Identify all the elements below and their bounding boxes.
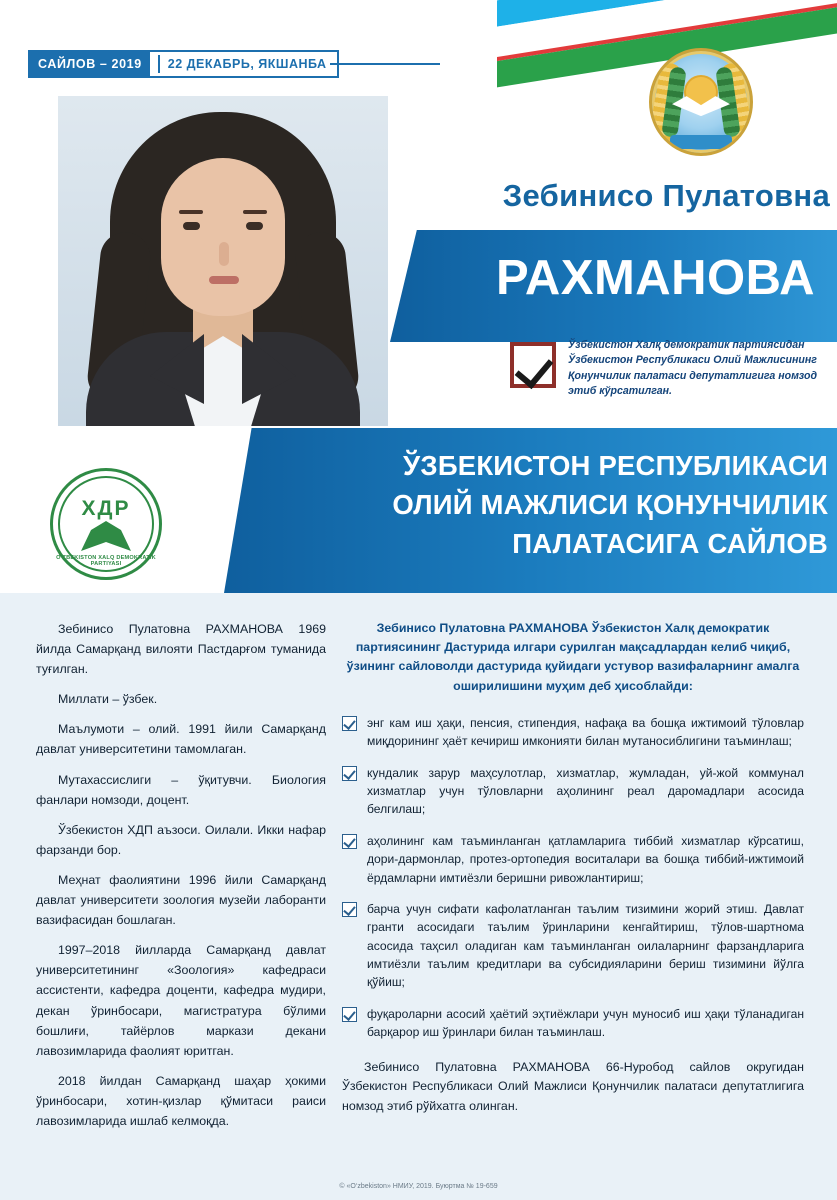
program-point	[342, 900, 804, 992]
biography-column	[36, 619, 326, 1141]
program-point	[342, 764, 804, 819]
election-badge-label: САЙЛОВ – 2019	[30, 50, 150, 78]
bio-paragraph: Меҳнат фаолиятини 1996 йили Самарқанд давлат университети зоология музейи лаборанти вазифасидан бошлаган.	[36, 872, 326, 928]
program-column	[342, 619, 804, 1129]
party-logo	[50, 468, 162, 580]
party-logo-caption: O‘ZBEKISTON XALQ DEMOKRATIK PARTIYASI	[56, 555, 156, 567]
footer-imprint: © «O‘zbekiston» НМИУ, 2019. Буюртма № 19-659	[339, 1183, 498, 1190]
bio-paragraph: Зебинисо Пулатовна РАХМАНОВА 1969 йилда Самарқанд вилояти Пастдарғом туманида туғилган.	[36, 622, 326, 677]
election-date-tag	[28, 50, 339, 78]
bio-paragraph: Миллати – ўзбек.	[58, 692, 158, 707]
headline-line-3: ПАЛАТАСИГА САЙЛОВ	[512, 528, 828, 560]
program-point-text: барча учун сифати кафолатланган таълим тизимини жорий этиш. Давлат гранти асосидаги таълим ўринларини кенгайтириш, тўлов-шартнома асосида таҳсил оладиган кам таъминланган оилаларнинг фарзандларига имтиёзли таълим кредитлари ва субсидияларини бериш тизимини йўлга қўйиш;	[367, 901, 804, 990]
program-point	[342, 1005, 804, 1042]
program-point	[342, 714, 804, 751]
program-point-text: фуқароларни асосий ҳаётий эҳтиёжлари учун муносиб иш ҳақи тўланадиган барқарор иш ўринлари билан таъминлаш.	[367, 1006, 804, 1040]
candidate-last-name: РАХМАНОВА	[496, 251, 815, 305]
program-point-text: аҳолининг кам таъминланган қатламларига тиббий хизматлар кўрсатиш, дори-дармонлар, протез-ортопедия воситалари ва бошқа тиббий-ижтимоий ёрдамларни имтиёзли беришни ривожлантириш;	[367, 833, 804, 885]
nomination-text: Ўзбекистон Халқ демократик партиясидан Ўзбекистон Республикаси Олий Мажлисининг Қонунчилик палатаси депутатлигига номзод этиб кўрсатилган.	[568, 339, 818, 398]
checkbox-icon	[342, 1007, 357, 1022]
election-date-label: 22 ДЕКАБРЬ, ЯКШАНБА	[167, 57, 327, 71]
checkmark-icon	[510, 342, 556, 388]
program-point-text: кундалик зарур маҳсулотлар, хизматлар, жумладан, уй-жой коммунал хизматлар учун тўловларни аҳолининг реал даромадлари асосида белгилаш;	[367, 765, 804, 817]
headline-text	[256, 446, 828, 563]
date-underline	[330, 63, 440, 65]
program-point	[342, 832, 804, 887]
candidate-photo	[58, 96, 388, 426]
headline-line-2: ОЛИЙ МАЖЛИСИ ҚОНУНЧИЛИК	[392, 489, 828, 521]
checkbox-icon	[342, 902, 357, 917]
candidate-first-name: Зебинисо Пулатовна	[502, 178, 830, 213]
checkbox-icon	[342, 834, 357, 849]
program-point-text: энг кам иш ҳақи, пенсия, стипендия, нафақа ва бошқа ижтимоий тўловлар миқдорининг ҳаёт кечириш имконияти билан мутаносиблигини таъминлаш;	[367, 715, 804, 749]
program-outro: Зебинисо Пулатовна РАХМАНОВА 66-Нуробод сайлов округидан Ўзбекистон Республикаси Олий Мажлиси Қонунчилик палатаси депутатлигига номзод этиб рўйхатга олинган.	[342, 1059, 804, 1114]
bio-paragraph: Мутахассислиги – ўқитувчи. Биология фанлари номзоди, доцент.	[36, 772, 326, 807]
state-emblem-icon	[649, 48, 753, 156]
checkbox-icon	[342, 766, 357, 781]
bio-paragraph: Маълумоти – олий. 1991 йили Самарқанд давлат университетини тамомлаган.	[36, 722, 326, 757]
date-separator	[158, 55, 160, 73]
content-area	[0, 593, 837, 1200]
bio-paragraph: 2018 йилдан Самарқанд шаҳар ҳокими ўринбосари, хотин-қизлар қўмитаси раиси лавозимларида ишлаб келмоқда.	[36, 1073, 326, 1128]
bio-paragraph: 1997–2018 йилларда Самарқанд давлат университетининг «Зоология» кафедраси ассистенти, кафедра доценти, кафедра мудири, декан ўринбосари, магистратура бўлими бошлиғи, тайёрлов маркази декани лавозимларида фаолият юритган.	[36, 943, 326, 1058]
bio-paragraph: Ўзбекистон ХДП аъзоси. Оилали. Икки нафар фарзанди бор.	[36, 822, 326, 857]
program-intro: Зебинисо Пулатовна РАХМАНОВА Ўзбекистон Халқ демократик партиясининг Дастурида илгари сурилган мақсадлардан келиб чиқиб, ўзининг сайловолди дастурида қуйидаги устувор вазифаларнинг амалга оширилишини муҳим деб ҳисоблайди:	[346, 621, 800, 693]
nomination-block	[510, 338, 826, 399]
party-abbreviation: ХДP	[81, 497, 131, 520]
headline-line-1: ЎЗБЕКИСТОН РЕСПУБЛИКАСИ	[403, 450, 828, 481]
checkbox-icon	[342, 716, 357, 731]
